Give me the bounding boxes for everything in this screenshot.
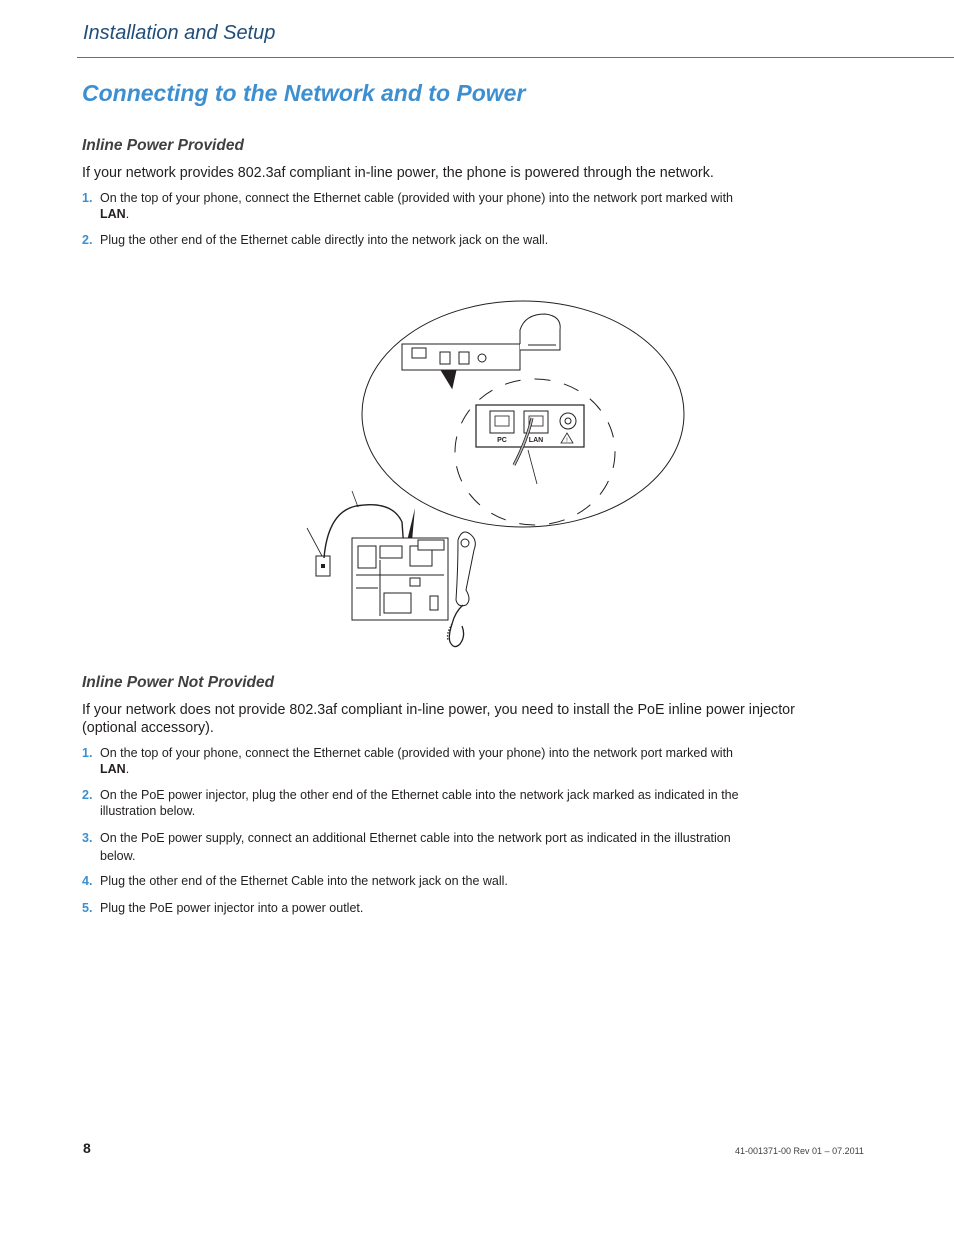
step-text: On the top of your phone, connect the Ethernet cable (provided with your phone) into the network port marked with xyxy=(100,191,734,205)
list-item xyxy=(82,745,762,777)
step-text-end: . xyxy=(125,207,130,221)
coiled-cord xyxy=(449,605,463,647)
dashed-detail-circle xyxy=(455,379,615,525)
header-rule xyxy=(77,57,954,58)
handset xyxy=(456,532,475,606)
step-text: Plug the other end of the Ethernet Cable into the network jack on the wall. xyxy=(100,874,508,888)
page-title: Connecting to the Network and to Power xyxy=(82,80,526,106)
step-number: 2 . xyxy=(82,787,92,803)
step-text: On the top of your phone, connect the Ethernet cable (provided with your phone) into the network port marked with xyxy=(100,746,734,760)
list-item xyxy=(82,232,762,248)
step-number: 5 . xyxy=(82,900,92,916)
intro-inline-power-provided: If your network provides 802.3af compliant in-line power, the phone is powered through the network. xyxy=(82,165,714,181)
step-number: 3 . xyxy=(82,829,92,847)
cable-leader-line xyxy=(528,450,537,484)
pc-port-icon xyxy=(490,411,514,433)
warning-mark: ! xyxy=(566,438,568,444)
lan-label: LAN xyxy=(100,762,126,776)
step-number: 4 . xyxy=(82,873,92,889)
steps-inline-power-provided xyxy=(82,190,762,248)
running-header: Installation and Setup xyxy=(83,22,276,44)
list-item xyxy=(82,873,762,889)
page-number: 8 xyxy=(83,1140,91,1156)
wall-jack-leader xyxy=(307,528,322,556)
step-number: 2 . xyxy=(82,232,92,248)
step-text: Plug the other end of the Ethernet cable directly into the network jack on the wall. xyxy=(100,233,549,247)
step-number: 1 . xyxy=(82,745,92,761)
callout-pointer xyxy=(407,508,415,541)
heading-inline-power-not-provided: Inline Power Not Provided xyxy=(82,674,275,691)
list-item xyxy=(82,787,762,819)
heading-inline-power-provided: Inline Power Provided xyxy=(82,137,244,154)
phone-top-view xyxy=(402,314,560,388)
phone-connection-illustration xyxy=(300,300,700,652)
step-text: Plug the PoE power injector into a power outlet. xyxy=(100,901,364,915)
port-label-lan: LAN xyxy=(528,437,544,444)
port-label-pc: PC xyxy=(497,437,507,444)
list-item xyxy=(82,190,762,222)
step-text: On the PoE power injector, plug the other end of the Ethernet cable into the network jack marked as indicated in the illustration below. xyxy=(100,788,739,818)
step-number: 1 . xyxy=(82,190,92,206)
list-item xyxy=(82,900,762,916)
steps-inline-power-not-provided xyxy=(82,745,762,916)
document-id: 41-001371-00 Rev 01 – 07.2011 xyxy=(735,1146,864,1156)
list-item xyxy=(82,829,762,865)
lan-label: LAN xyxy=(100,207,126,221)
step-text-end: . xyxy=(125,762,130,776)
step-text: On the PoE power supply, connect an additional Ethernet cable into the network port as indicated in the illustration below. xyxy=(100,831,731,863)
cable-leader-upper xyxy=(352,491,358,507)
intro-inline-power-not-provided: If your network does not provide 802.3af compliant in-line power, you need to install the PoE inline power injector (optional accessory). xyxy=(82,702,795,736)
phone-base xyxy=(352,538,448,620)
